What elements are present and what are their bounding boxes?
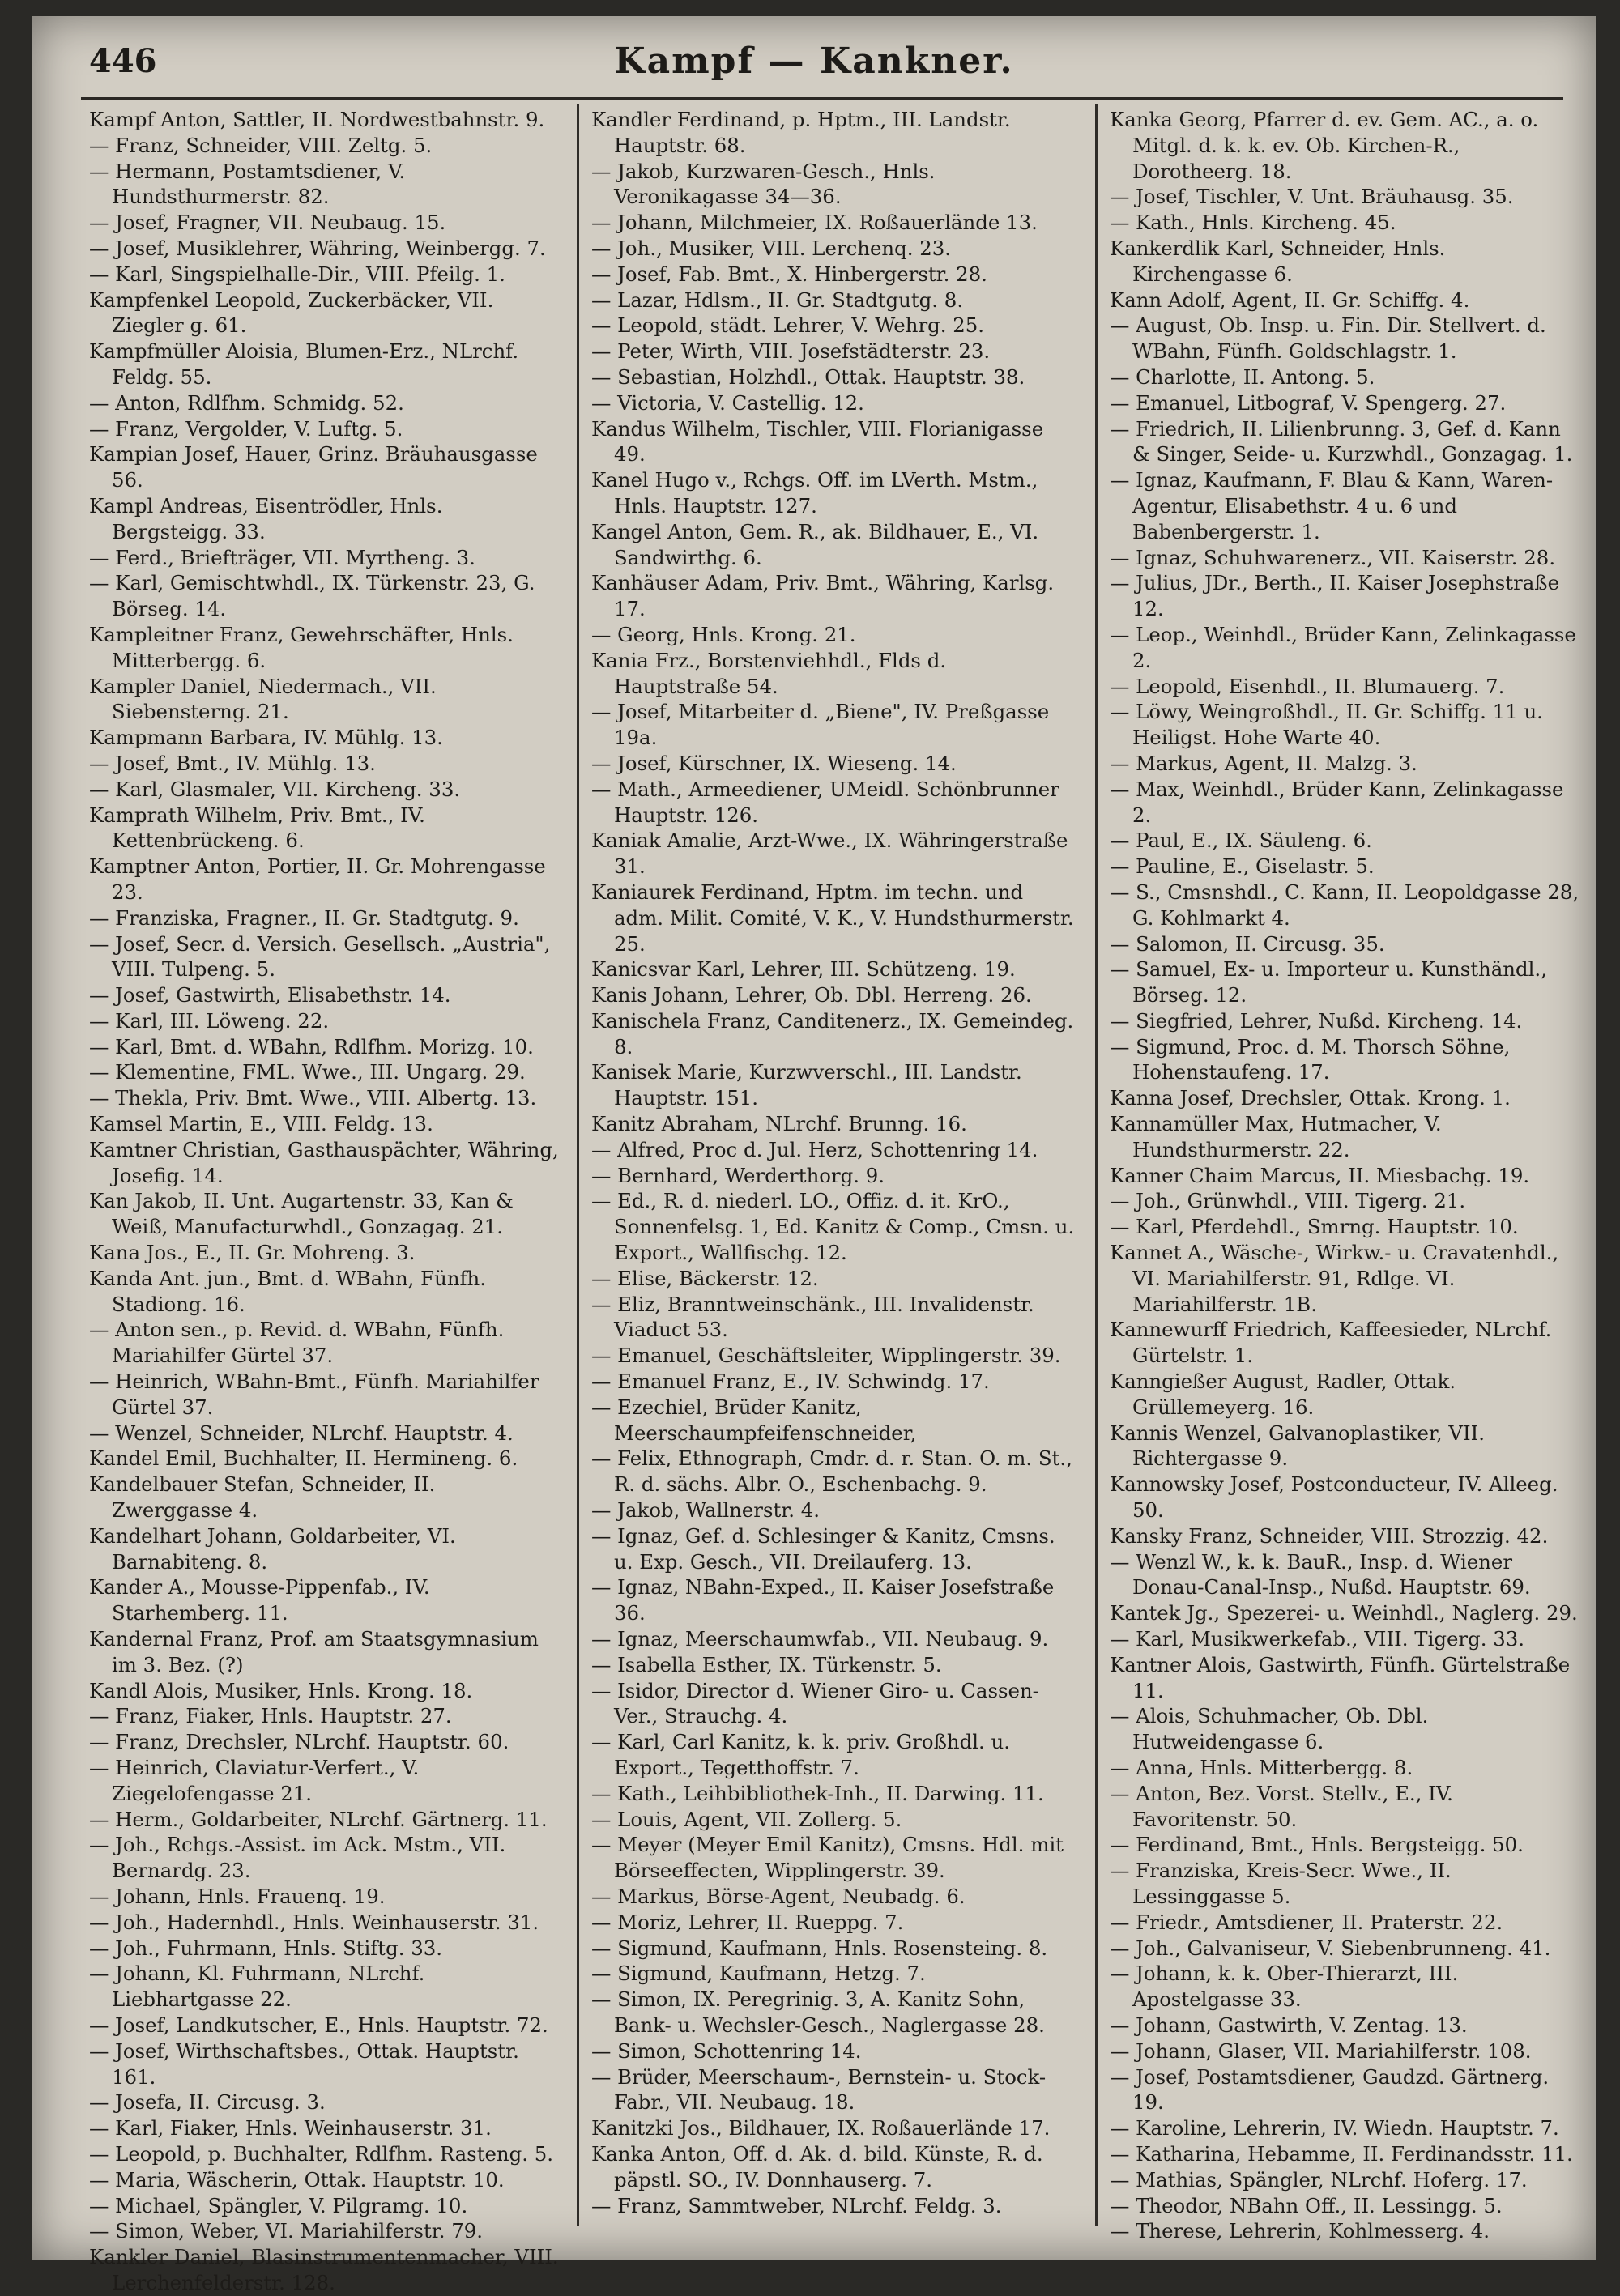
- directory-entry: — Max, Weinhdl., Brüder Kann, Zelinkagasse 2.: [1110, 777, 1564, 827]
- directory-entry: Kandernal Franz, Prof. am Staatsgymnasium im 3. Bez. (?): [89, 1627, 539, 1676]
- directory-entry: Kaniaurek Ferdinand, Hptm. im techn. und adm. Milit. Comité, V. K., V. Hundsthurmerstr. 25.: [591, 880, 1074, 956]
- directory-entry: — Kath., Leihbibliothek-Inh., II. Darwing. 11.: [591, 1781, 1044, 1805]
- directory-entry: Kandel Emil, Buchhalter, II. Hermineng. 6.: [89, 1446, 518, 1471]
- directory-entry: — Karl, Singspielhalle-Dir., VIII. Pfeilg. 1.: [89, 262, 505, 286]
- directory-entry: — Isidor, Director d. Wiener Giro- u. Cassen-Ver., Strauchg. 4.: [591, 1678, 1039, 1728]
- directory-entry: — Karl, Carl Kanitz, k. k. priv. Großhdl. u. Export., Tegetthoffstr. 7.: [591, 1730, 1010, 1779]
- directory-entry: — Karl, Musikwerkefab., VIII. Tigerg. 33.: [1110, 1627, 1524, 1651]
- directory-entry: — Emanuel, Litbograf, V. Spengerg. 27.: [1110, 390, 1507, 415]
- directory-entry: — Michael, Spängler, V. Pilgramg. 10.: [89, 2193, 468, 2217]
- directory-entry: — Josef, Tischler, V. Unt. Bräuhausg. 35.: [1110, 185, 1514, 209]
- directory-entry: — Josef, Mitarbeiter d. „Biene", IV. Preßgasse 19a.: [591, 700, 1050, 750]
- directory-entry: Kandler Ferdinand, p. Hptm., III. Landstr. Hauptstr. 68.: [591, 108, 1011, 157]
- directory-entry: Kantek Jg., Spezerei- u. Weinhdl., Naglerg. 29.: [1110, 1601, 1578, 1625]
- directory-entry: — Kath., Hnls. Kircheng. 45.: [1110, 211, 1396, 235]
- directory-entry: — Moriz, Lehrer, II. Rueppg. 7.: [591, 1910, 904, 1934]
- directory-entry: — Julius, JDr., Berth., II. Kaiser Josephstraße 12.: [1110, 571, 1560, 621]
- directory-entry: Kandus Wilhelm, Tischler, VIII. Florianigasse 49.: [591, 416, 1044, 466]
- directory-entry: Kanna Josef, Drechsler, Ottak. Krong. 1.: [1110, 1086, 1511, 1110]
- directory-entry: Kanner Chaim Marcus, II. Miesbachg. 19.: [1110, 1163, 1530, 1187]
- directory-entry: — Franz, Fiaker, Hnls. Hauptstr. 27.: [89, 1704, 452, 1728]
- directory-entry: — Josef, Bmt., IV. Mühlg. 13.: [89, 751, 376, 775]
- directory-entry: Kampfenkel Leopold, Zuckerbäcker, VII. Ziegler g. 61.: [89, 288, 494, 338]
- directory-entry: — Josef, Fab. Bmt., X. Hinbergerstr. 28.: [591, 262, 987, 286]
- directory-entry: — Karl, Gemischtwhdl., IX. Türkenstr. 23, G. Börseg. 14.: [89, 571, 535, 621]
- directory-entry: Kanisek Marie, Kurzwverschl., III. Landstr. Hauptstr. 151.: [591, 1060, 1022, 1110]
- directory-entry: — Karl, III. Löweng. 22.: [89, 1008, 330, 1033]
- directory-entry: — August, Ob. Insp. u. Fin. Dir. Stellvert. d. WBahn, Fünfh. Goldschlagstr. 1.: [1110, 313, 1546, 364]
- directory-entry: — Josef, Wirthschaftsbes., Ottak. Hauptstr. 161.: [89, 2038, 519, 2089]
- directory-entry: — Karl, Fiaker, Hnls. Weinhauserstr. 31.: [89, 2116, 492, 2141]
- directory-entry: Kanitz Abraham, NLrchf. Brunng. 16.: [591, 1112, 967, 1136]
- directory-entry: — Joh., Galvaniseur, V. Siebenbrunneng. 41.: [1110, 1936, 1551, 1960]
- directory-entry: — Elise, Bäckerstr. 12.: [591, 1266, 819, 1290]
- directory-entry: — Löwy, Weingroßhdl., II. Gr. Schiffg. 11 u. Heiligst. Hohe Warte 40.: [1110, 700, 1543, 750]
- directory-entry: — Ignaz, Meerschaumwfab., VII. Neubaug. 9.: [591, 1627, 1049, 1651]
- directory-entry: — Franz, Sammtweber, NLrchf. Feldg. 3.: [591, 2193, 1002, 2217]
- directory-entry: — Samuel, Ex- u. Importeur u. Kunsthändl., Börseg. 12.: [1110, 957, 1547, 1007]
- directory-entry: — Friedrich, II. Lilienbrunng. 3, Gef. d. Kann & Singer, Seide- u. Kurzwhdl., Gonzagag. 1.: [1110, 416, 1573, 466]
- page-number: 446: [89, 42, 157, 80]
- directory-entry: Kantner Alois, Gastwirth, Fünfh. Gürtelstraße 11.: [1110, 1652, 1571, 1702]
- directory-entry: — Peter, Wirth, VIII. Josefstädterstr. 23.: [591, 339, 991, 364]
- directory-entry: — Sigmund, Proc. d. M. Thorsch Söhne, Hohenstaufeng. 17.: [1110, 1034, 1511, 1084]
- directory-entry: — Louis, Agent, VII. Zollerg. 5.: [591, 1807, 902, 1831]
- directory-entry: Kamprath Wilhelm, Priv. Bmt., IV. Kettenbrückeng. 6.: [89, 803, 425, 853]
- directory-entry: — Ezechiel, Brüder Kanitz, Meerschaumpfeifenschneider,: [591, 1395, 917, 1445]
- directory-entry: — Josef, Secr. d. Versich. Gesellsch. „Austria", VIII. Tulpeng. 5.: [89, 931, 551, 982]
- directory-entry: — Heinrich, Claviatur-Verfert., V. Ziegelofengasse 21.: [89, 1756, 420, 1805]
- directory-entry: — S., Cmsnshdl., C. Kann, II. Leopoldgasse 28, G. Kohlmarkt 4.: [1110, 880, 1580, 930]
- directory-entry: — Johann, Gastwirth, V. Zentag. 13.: [1110, 2013, 1468, 2037]
- column-3: [1110, 107, 1580, 2243]
- directory-entry: — Simon, Weber, VI. Mariahilferstr. 79.: [89, 2219, 484, 2243]
- directory-entry: — Leopold, p. Buchhalter, Rdlfhm. Rasteng. 5.: [89, 2141, 554, 2166]
- directory-entry: — Markus, Agent, II. Malzg. 3.: [1110, 751, 1418, 775]
- directory-entry: — Eliz, Branntweinschänk., III. Invalidenstr. Viaduct 53.: [591, 1292, 1034, 1342]
- column-divider: [577, 104, 579, 2226]
- directory-entry: — Jakob, Kurzwaren-Gesch., Hnls. Veronikagasse 34—36.: [591, 159, 936, 209]
- directory-entry: Kampfmüller Aloisia, Blumen-Erz., NLrchf. Feldg. 55.: [89, 339, 519, 389]
- directory-entry: — Josef, Gastwirth, Elisabethstr. 14.: [89, 983, 451, 1007]
- directory-entry: — Karl, Bmt. d. WBahn, Rdlfhm. Morizg. 10.: [89, 1034, 534, 1059]
- directory-entry: Kannowsky Josef, Postconducteur, IV. Alleeg. 50.: [1110, 1472, 1558, 1523]
- directory-entry: — Sigmund, Kaufmann, Hnls. Rosensteing. 8.: [591, 1936, 1048, 1960]
- directory-entry: — Maria, Wäscherin, Ottak. Hauptstr. 10.: [89, 2167, 505, 2192]
- directory-entry: — Josef, Kürschner, IX. Wieseng. 14.: [591, 751, 957, 775]
- directory-entry: — Heinrich, WBahn-Bmt., Fünfh. Mariahilfer Gürtel 37.: [89, 1370, 539, 1419]
- directory-entry: Kanhäuser Adam, Priv. Bmt., Währing, Karlsg. 17.: [591, 571, 1055, 621]
- directory-entry: — Anton, Rdlfhm. Schmidg. 52.: [89, 390, 404, 415]
- directory-entry: Kana Jos., E., II. Gr. Mohreng. 3.: [89, 1241, 416, 1265]
- directory-entry: Kampian Josef, Hauer, Grinz. Bräuhausgasse 56.: [89, 442, 538, 492]
- directory-entry: — Mathias, Spängler, NLrchf. Hoferg. 17.: [1110, 2167, 1528, 2192]
- directory-entry: Kankerdlik Karl, Schneider, Hnls. Kirchengasse 6.: [1110, 236, 1446, 286]
- directory-entry: — Friedr., Amtsdiener, II. Praterstr. 22.: [1110, 1910, 1503, 1934]
- directory-entry: Kamtner Christian, Gasthauspächter, Währing, Josefig. 14.: [89, 1137, 559, 1187]
- directory-entry: Kandelhart Johann, Goldarbeiter, VI. Barnabiteng. 8.: [89, 1523, 456, 1574]
- directory-entry: — Katharina, Hebamme, II. Ferdinandsstr. 11.: [1110, 2141, 1573, 2166]
- directory-entry: — Karl, Glasmaler, VII. Kircheng. 33.: [89, 777, 461, 801]
- directory-entry: Kandl Alois, Musiker, Hnls. Krong. 18.: [89, 1678, 473, 1702]
- directory-entry: Kamptner Anton, Portier, II. Gr. Mohrengasse 23.: [89, 854, 546, 904]
- directory-entry: — Sigmund, Kaufmann, Hetzg. 7.: [591, 1962, 926, 1986]
- directory-entry: Kannewurff Friedrich, Kaffeesieder, NLrchf. Gürtelstr. 1.: [1110, 1318, 1552, 1368]
- directory-entry: Kanngießer August, Radler, Ottak. Grüllemeyerg. 16.: [1110, 1370, 1456, 1419]
- directory-entry: — Simon, Schottenring 14.: [591, 2038, 862, 2063]
- directory-entry: — Josef, Postamtsdiener, Gaudzd. Gärtnerg. 19.: [1110, 2064, 1550, 2115]
- directory-entry: — Anton, Bez. Vorst. Stellv., E., IV. Favoritenstr. 50.: [1110, 1781, 1453, 1831]
- directory-entry: — Georg, Hnls. Krong. 21.: [591, 622, 856, 646]
- directory-entry: — Alois, Schuhmacher, Ob. Dbl. Hutweidengasse 6.: [1110, 1704, 1429, 1754]
- directory-entry: Kanka Anton, Off. d. Ak. d. bild. Künste, R. d. päpstl. SO., IV. Donnhauserg. 7.: [591, 2141, 1043, 2192]
- directory-entry: Kaniak Amalie, Arzt-Wwe., IX. Währingerstraße 31.: [591, 829, 1068, 879]
- directory-entry: — Ferd., Briefträger, VII. Myrtheng. 3.: [89, 545, 475, 569]
- directory-entry: — Franziska, Kreis-Secr. Wwe., II. Lessinggasse 5.: [1110, 1859, 1452, 1908]
- directory-entry: — Ed., R. d. niederl. LO., Offiz. d. it. KrO., Sonnenfelsg. 1, Ed. Kanitz & Comp., Cmsn. u. Export., Wallfischg. 12.: [591, 1189, 1075, 1265]
- directory-entry: Kanitzki Jos., Bildhauer, IX. Roßauerlände 17.: [591, 2116, 1051, 2141]
- directory-entry: — Emanuel Franz, E., IV. Schwindg. 17.: [591, 1370, 990, 1394]
- directory-entry: — Johann, Hnls. Frauenq. 19.: [89, 1884, 386, 1908]
- directory-entry: — Sebastian, Holzhdl., Ottak. Hauptstr. 38.: [591, 364, 1025, 389]
- directory-entry: — Josef, Musiklehrer, Währing, Weinbergg. 7.: [89, 236, 546, 260]
- directory-entry: — Ignaz, Kaufmann, F. Blau & Kann, Waren-Agentur, Elisabethstr. 4 u. 6 und Babenbergerstr. 1.: [1110, 468, 1554, 543]
- running-head: Kampf — Kankner.: [614, 40, 1014, 82]
- column-1: [89, 107, 559, 2294]
- directory-entry: — Franz, Vergolder, V. Luftg. 5.: [89, 416, 403, 441]
- directory-entry: — Wenzl W., k. k. BauR., Insp. d. Wiener Donau-Canal-Insp., Nußd. Hauptstr. 69.: [1110, 1549, 1531, 1600]
- directory-entry: — Leopold, Eisenhdl., II. Blumauerg. 7.: [1110, 674, 1505, 698]
- directory-entry: Kampf Anton, Sattler, II. Nordwestbahnstr. 9.: [89, 108, 545, 131]
- directory-entry: — Johann, Glaser, VII. Mariahilferstr. 108.: [1110, 2038, 1532, 2063]
- directory-entry: Kannis Wenzel, Galvanoplastiker, VII. Richtergasse 9.: [1110, 1421, 1486, 1471]
- directory-entry: — Josefa, II. Circusg. 3.: [89, 2090, 326, 2115]
- directory-entry: — Simon, IX. Peregrinig. 3, A. Kanitz Sohn, Bank- u. Wechsler-Gesch., Naglergasse 28.: [591, 1987, 1045, 2037]
- directory-entry: Kamsel Martin, E., VIII. Feldg. 13.: [89, 1112, 433, 1136]
- directory-entry: — Joh., Grünwhdl., VIII. Tigerg. 21.: [1110, 1189, 1466, 1213]
- directory-entry: — Charlotte, II. Antong. 5.: [1110, 364, 1375, 389]
- directory-entry: Kannet A., Wäsche-, Wirkw.- u. Cravatenhdl., VI. Mariahilferstr. 91, Rdlge. VI. Mariahilferstr. 1B.: [1110, 1241, 1559, 1316]
- directory-entry: Kampleitner Franz, Gewehrschäfter, Hnls. Mitterbergg. 6.: [89, 622, 514, 672]
- directory-entry: — Leopold, städt. Lehrer, V. Wehrg. 25.: [591, 313, 985, 338]
- directory-entry: — Alfred, Proc d. Jul. Herz, Schottenring 14.: [591, 1137, 1038, 1161]
- directory-entry: — Meyer (Meyer Emil Kanitz), Cmsns. Hdl. mit Börseeffecten, Wipplingerstr. 39.: [591, 1833, 1064, 1883]
- directory-page: [32, 16, 1596, 2294]
- directory-entry: — Anton sen., p. Revid. d. WBahn, Fünfh. Mariahilfer Gürtel 37.: [89, 1318, 505, 1368]
- directory-entry: Kania Frz., Borstenviehhdl., Flds d. Hauptstraße 54.: [591, 648, 947, 698]
- directory-entry: — Franz, Schneider, VIII. Zeltg. 5.: [89, 133, 433, 157]
- directory-entry: — Joh., Musiker, VIII. Lerchenq. 23.: [591, 236, 952, 260]
- directory-entry: — Josef, Fragner, VII. Neubaug. 15.: [89, 211, 446, 235]
- column-divider: [1095, 104, 1098, 2226]
- directory-entry: — Wenzel, Schneider, NLrchf. Hauptstr. 4.: [89, 1421, 514, 1445]
- directory-entry: — Felix, Ethnograph, Cmdr. d. r. Stan. O. m. St., R. d. sächs. Albr. O., Eschenbachg. 9.: [591, 1446, 1072, 1497]
- directory-entry: — Joh., Fuhrmann, Hnls. Stiftg. 33.: [89, 1936, 443, 1960]
- column-2: [591, 107, 1077, 2221]
- directory-entry: — Karoline, Lehrerin, IV. Wiedn. Hauptstr. 7.: [1110, 2116, 1559, 2141]
- directory-entry: Kankler Daniel, Blasinstrumentenmacher, VIII. Lerchenfelderstr. 128.: [89, 2245, 559, 2294]
- directory-entry: Kannamüller Max, Hutmacher, V. Hundsthurmerstr. 22.: [1110, 1112, 1442, 1161]
- directory-entry: — Therese, Lehrerin, Kohlmesserg. 4.: [1110, 2219, 1490, 2243]
- directory-entry: — Math., Armeediener, UMeidl. Schönbrunner Hauptstr. 126.: [591, 777, 1059, 827]
- directory-entry: Kanel Hugo v., Rchgs. Off. im LVerth. Mstm., Hnls. Hauptstr. 127.: [591, 468, 1038, 518]
- directory-entry: Kanka Georg, Pfarrer d. ev. Gem. AC., a. o. Mitgl. d. k. k. ev. Ob. Kirchen-R., Dorotheerg. 18.: [1110, 108, 1539, 183]
- directory-entry: — Herm., Goldarbeiter, NLrchf. Gärtnerg. 11.: [89, 1807, 548, 1831]
- directory-entry: Kanda Ant. jun., Bmt. d. WBahn, Fünfh. Stadiong. 16.: [89, 1266, 487, 1316]
- directory-entry: — Emanuel, Geschäftsleiter, Wipplingerstr. 39.: [591, 1344, 1061, 1368]
- directory-entry: Kan Jakob, II. Unt. Augartenstr. 33, Kan & Weiß, Manufacturwhdl., Gonzagag. 21.: [89, 1189, 514, 1239]
- directory-entry: Kampmann Barbara, IV. Mühlg. 13.: [89, 726, 443, 750]
- directory-entry: — Anna, Hnls. Mitterbergg. 8.: [1110, 1756, 1413, 1779]
- directory-entry: — Siegfried, Lehrer, Nußd. Kircheng. 14.: [1110, 1008, 1523, 1033]
- directory-entry: Kann Adolf, Agent, II. Gr. Schiffg. 4.: [1110, 288, 1470, 312]
- directory-entry: — Joh., Rchgs.-Assist. im Ack. Mstm., VII. Bernardg. 23.: [89, 1833, 506, 1883]
- directory-entry: — Karl, Pferdehdl., Smrng. Hauptstr. 10.: [1110, 1215, 1519, 1239]
- directory-entry: Kansky Franz, Schneider, VIII. Strozzig. 42.: [1110, 1523, 1549, 1548]
- directory-entry: — Franz, Drechsler, NLrchf. Hauptstr. 60.: [89, 1730, 509, 1754]
- directory-entry: — Johann, Kl. Fuhrmann, NLrchf. Liebhartgasse 22.: [89, 1962, 425, 2012]
- directory-entry: — Salomon, II. Circusg. 35.: [1110, 931, 1385, 956]
- directory-entry: Kangel Anton, Gem. R., ak. Bildhauer, E., VI. Sandwirthg. 6.: [591, 519, 1039, 569]
- header-rule: [81, 97, 1563, 100]
- directory-entry: — Ignaz, NBahn-Exped., II. Kaiser Josefstraße 36.: [591, 1575, 1055, 1625]
- directory-entry: Kampl Andreas, Eisentrödler, Hnls. Bergsteigg. 33.: [89, 493, 443, 543]
- directory-entry: — Theodor, NBahn Off., II. Lessingg. 5.: [1110, 2193, 1503, 2217]
- directory-entry: — Josef, Landkutscher, E., Hnls. Hauptstr. 72.: [89, 2013, 548, 2037]
- directory-entry: — Johann, k. k. Ober-Thierarzt, III. Apostelgasse 33.: [1110, 1962, 1459, 2012]
- directory-entry: — Thekla, Priv. Bmt. Wwe., VIII. Albertg. 13.: [89, 1086, 537, 1110]
- directory-entry: — Ferdinand, Bmt., Hnls. Bergsteigg. 50.: [1110, 1833, 1524, 1857]
- directory-entry: Kandelbauer Stefan, Schneider, II. Zwerggasse 4.: [89, 1472, 436, 1523]
- directory-entry: — Leop., Weinhdl., Brüder Kann, Zelinkagasse 2.: [1110, 622, 1576, 672]
- directory-entry: — Klementine, FML. Wwe., III. Ungarg. 29.: [89, 1060, 526, 1084]
- directory-entry: Kanicsvar Karl, Lehrer, III. Schützeng. 19.: [591, 957, 1016, 982]
- directory-entry: Kampler Daniel, Niedermach., VII. Siebensterng. 21.: [89, 674, 437, 724]
- directory-entry: — Ignaz, Schuhwarenerz., VII. Kaiserstr. 28.: [1110, 545, 1556, 569]
- directory-entry: Kanischela Franz, Canditenerz., IX. Gemeindeg. 8.: [591, 1008, 1074, 1059]
- directory-entry: — Pauline, E., Giselastr. 5.: [1110, 854, 1375, 879]
- directory-entry: Kanis Johann, Lehrer, Ob. Dbl. Herreng. 26.: [591, 983, 1032, 1007]
- directory-entry: — Victoria, V. Castellig. 12.: [591, 390, 864, 415]
- directory-entry: — Brüder, Meerschaum-, Bernstein- u. Stock-Fabr., VII. Neubaug. 18.: [591, 2064, 1047, 2115]
- directory-entry: Kander A., Mousse-Pippenfab., IV. Starhemberg. 11.: [89, 1575, 430, 1625]
- directory-entry: — Jakob, Wallnerstr. 4.: [591, 1498, 821, 1523]
- directory-entry: — Markus, Börse-Agent, Neubadg. 6.: [591, 1884, 966, 1908]
- directory-entry: — Isabella Esther, IX. Türkenstr. 5.: [591, 1652, 942, 1676]
- directory-entry: — Hermann, Postamtsdiener, V. Hundsthurmerstr. 82.: [89, 159, 406, 209]
- directory-entry: — Franziska, Fragner., II. Gr. Stadtgutg. 9.: [89, 905, 519, 930]
- directory-entry: — Lazar, Hdlsm., II. Gr. Stadtgutg. 8.: [591, 288, 964, 312]
- directory-entry: — Ignaz, Gef. d. Schlesinger & Kanitz, Cmsns. u. Exp. Gesch., VII. Dreilauferg. 13.: [591, 1523, 1055, 1574]
- directory-entry: — Joh., Hadernhdl., Hnls. Weinhauserstr. 31.: [89, 1910, 539, 1934]
- directory-entry: — Johann, Milchmeier, IX. Roßauerlände 13.: [591, 211, 1038, 235]
- directory-entry: — Bernhard, Werderthorg. 9.: [591, 1163, 885, 1187]
- directory-entry: — Paul, E., IX. Säuleng. 6.: [1110, 829, 1372, 853]
